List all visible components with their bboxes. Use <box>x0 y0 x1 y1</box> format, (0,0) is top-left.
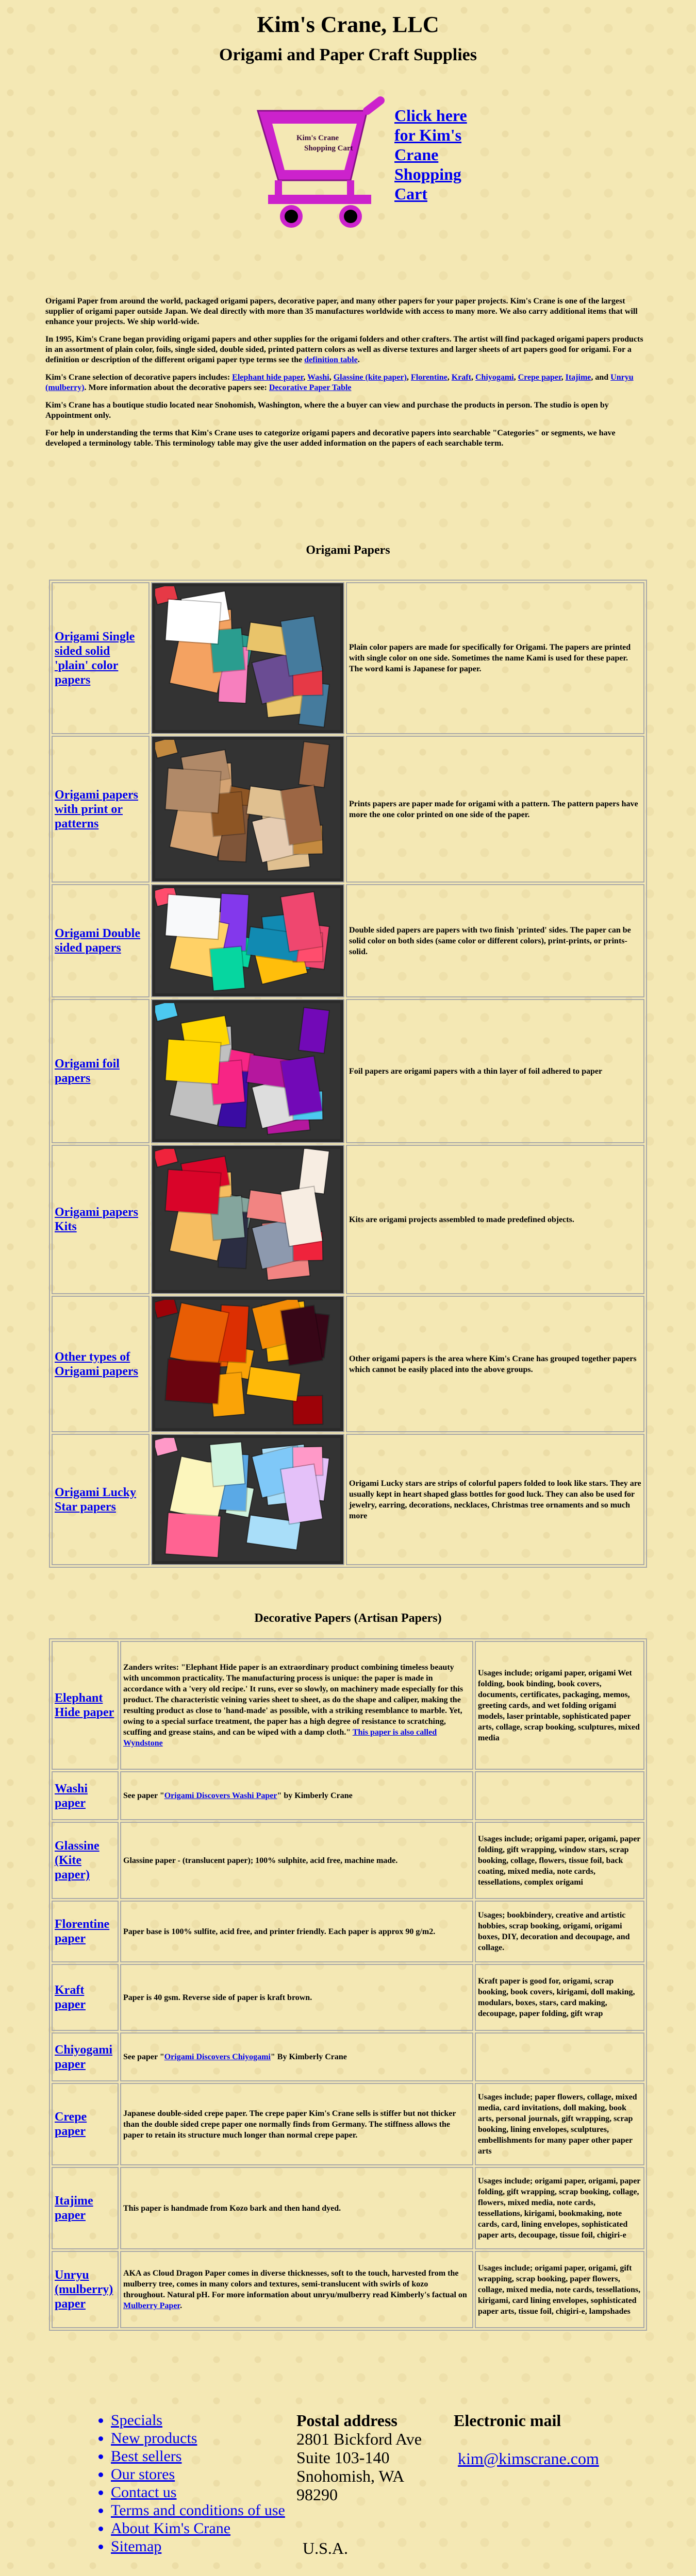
glassine-label[interactable]: Glassine (Kite paper) <box>52 1822 119 1899</box>
address-line-3: Snohomish, WA <box>296 2467 405 2485</box>
paper-swatch <box>165 895 220 939</box>
origami-category-link[interactable]: Origami Lucky Star papers <box>52 1434 150 1565</box>
postal-address <box>296 2411 451 2557</box>
table-row <box>52 1145 644 1294</box>
itajime-label[interactable]: Itajime paper <box>52 2167 119 2249</box>
elephant-hide-usage: Usages include; origami paper, origami Wet folding, book binding, book covers, documents, certificates, packaging, memos, greeting cards, and wet folding origami models, laser printable, sophisticated paper arts, collage, scrap booking, sculptures, mixed media <box>475 1641 644 1770</box>
intro-paragraph-4: Kim's Crane has a boutique studio located near Snohomish, Washington, where the a buyer can view and purchase the products in person. The studio is open by Appointment only. <box>45 401 609 420</box>
table-row <box>52 1901 644 1962</box>
paper-swatch <box>165 1040 220 1084</box>
intro-paragraph-3: Kim's Crane selection of decorative papers includes: Elephant hide paper, Washi, Glassine (kite paper), Florentine, Kraft, Chiyogami, Crepe paper, Itajime, and Unryu (mulberry). More information about the decorative papers see: Decorative Paper Table <box>45 373 634 392</box>
table-row <box>52 1641 644 1770</box>
mulberry-paper-link[interactable]: Mulberry Paper <box>123 2301 180 2310</box>
decorative-papers-heading: Decorative Papers (Artisan Papers) <box>254 1612 442 1625</box>
intro-paragraph-5: For help in understanding the terms that Kim's Crane uses to categorize origami papers and decorative papers into searchable "Categories" or segments, we have developed a terminology table. This terminology table may give the user added information on the papers of each searchable term. <box>45 429 616 448</box>
paper-swatch <box>247 1367 300 1401</box>
origami-category-link[interactable]: Origami papers with print or patterns <box>52 736 150 883</box>
shopping-cart-icon[interactable] <box>247 93 402 232</box>
chiyogami-usage <box>475 2032 644 2081</box>
address-line-1: 2801 Bickford Ave <box>296 2430 422 2448</box>
glassine-text: Glassine paper - (translucent paper); 100% sulphite, acid free, machine made. <box>120 1822 473 1899</box>
itajime-text: This paper is handmade from Kozo bark and then hand dyed. <box>120 2167 473 2249</box>
crepe-text: Japanese double-sided crepe paper. The crepe paper Kim's Crane sells is stiffer but not thicker than the double sided crepe paper one normally finds from Germany. The stiffness allows the paper to retain its structure much longer than normal crepe paper. <box>120 2083 473 2165</box>
elephant-hide-label[interactable]: Elephant Hide paper <box>52 1641 119 1770</box>
paper-swatch <box>165 1513 220 1557</box>
washi-usage <box>475 1771 644 1820</box>
intro-p3-mid: . More information about the decorative papers see: <box>84 383 267 392</box>
paper-swatch <box>299 742 329 787</box>
product-photo[interactable] <box>151 1296 344 1432</box>
florentine-text: Paper base is 100% sulfite, acid free, and printer friendly. Each paper is approx 90 g/m2. <box>120 1901 473 1962</box>
origami-category-description: Kits are origami projects assembled to made predefined objects. <box>346 1145 644 1294</box>
table-row <box>52 1434 644 1565</box>
crepe-label[interactable]: Crepe paper <box>52 2083 119 2165</box>
chiyogami-text <box>120 2032 473 2081</box>
table-row <box>52 1822 644 1899</box>
origami-category-link[interactable]: Origami Single sided solid 'plain' color papers <box>52 582 150 734</box>
unryu-text <box>120 2251 473 2328</box>
intro-paragraph-1: Origami Paper from around the world, packaged origami papers, decorative paper, and many other papers for your paper projects. Kim's Crane is one of the largest supplier of origami paper outside Japan. We deal directly with more than 35 manufactures worldwide with access to many more. We also carry additional items that will enhance your projects. We ship world-wide. <box>45 297 638 326</box>
page-title: Kim's Crane, LLC <box>257 12 439 37</box>
glassine-usage: Usages include; origami paper, origami, paper folding, gift wrapping, window stars, scrap booking, collage, flowers, tissue foil, back coating, mixed media, note cards, tessellations, complex origami <box>475 1822 644 1899</box>
product-photo-collage <box>155 740 340 878</box>
intro-p3-text: Kim's Crane selection of decorative papers includes: <box>45 373 230 382</box>
origami-category-description: Prints papers are paper made for origami with a pattern. The pattern papers have more the one color printed on one side of the paper. <box>346 736 644 883</box>
unryu-link[interactable]: Unryu (mulberry) <box>45 373 634 392</box>
paper-swatch <box>210 947 245 991</box>
chiyogami-text-a: See paper " <box>123 2053 164 2061</box>
elephant-hide-link[interactable]: Elephant hide paper <box>232 373 304 382</box>
washi-label[interactable]: Washi paper <box>52 1771 119 1820</box>
electronic-mail <box>454 2411 608 2468</box>
paper-swatch <box>165 1170 220 1214</box>
florentine-link[interactable]: Florentine <box>410 373 448 382</box>
product-photo[interactable] <box>151 582 344 734</box>
intro-p2-end: . <box>357 355 360 364</box>
washi-text-a: See paper " <box>123 1791 164 1800</box>
origami-category-description: Other origami papers is the area where Kim's Crane has grouped together papers which cannot be easily placed into the above groups. <box>346 1296 644 1432</box>
kraft-label[interactable]: Kraft paper <box>52 1964 119 2031</box>
paper-swatch <box>165 600 220 644</box>
table-row <box>52 736 644 883</box>
florentine-usage: Usages; bookbindery, creative and artistic hobbies, scrap booking, origami, origami boxes, DIY, decoration and decoupage, and collage. <box>475 1901 644 1962</box>
intro-paragraph-2 <box>45 334 651 365</box>
origami-papers-heading: Origami Papers <box>306 544 390 557</box>
table-row <box>52 1771 644 1820</box>
footer-link-specials[interactable]: • Specials <box>111 2411 317 2429</box>
address-line-4: 98290 <box>296 2485 338 2504</box>
product-photo[interactable] <box>151 884 344 997</box>
table-row <box>52 884 644 997</box>
table-row <box>52 582 644 734</box>
product-photo-collage <box>155 1300 340 1428</box>
paper-swatch <box>299 1008 329 1053</box>
chiyogami-text-b: " By Kimberly Crane <box>270 2053 347 2061</box>
table-row <box>52 2032 644 2081</box>
table-row <box>52 2251 644 2328</box>
origami-category-description: Plain color papers are made for specifically for Origami. The papers are printed with single color on one side. Sometimes the name Kami is used for these paper. The word kami is Japanese for paper. <box>346 582 644 734</box>
email-heading: Electronic mail <box>454 2411 561 2430</box>
paper-swatch <box>155 1438 177 1456</box>
origami-category-link[interactable]: Origami foil papers <box>52 999 150 1143</box>
origami-category-description: Foil papers are origami papers with a thin layer of foil adhered to paper <box>346 999 644 1143</box>
address-country: U.S.A. <box>303 2539 349 2557</box>
wyndstone-link[interactable]: This paper is also called Wyndstone <box>123 1728 437 1748</box>
origami-category-description: Origami Lucky stars are strips of colorful papers folded to look like stars. They are usually kept in heart shaped glass bottles for good luck. They can also be used for jewelry, earring, decorations, necklaces, Christmas tree ornaments and so much more <box>346 1434 644 1565</box>
decorative-paper-table-link[interactable]: Decorative Paper Table <box>269 383 352 392</box>
decorative-papers-table <box>49 1638 647 2331</box>
glassine-link[interactable]: Glassine (kite paper) <box>333 373 407 382</box>
paper-swatch <box>165 769 220 813</box>
footer-link-best-sellers[interactable]: • Best sellers <box>111 2447 317 2465</box>
definition-table-link[interactable]: definition table <box>304 355 358 364</box>
product-photo-collage <box>155 888 340 993</box>
product-photo[interactable] <box>151 1145 344 1294</box>
product-photo-collage <box>155 1438 340 1561</box>
table-row <box>52 1964 644 2031</box>
table-row <box>52 999 644 1143</box>
kraft-text: Paper is 40 gsm. Reverse side of paper is kraft brown. <box>120 1964 473 2031</box>
footer-link-our-stores[interactable]: • Our stores <box>111 2465 317 2483</box>
footer-link-about[interactable]: • About Kim's Crane <box>111 2519 317 2537</box>
itajime-link[interactable]: Itajime <box>565 373 591 382</box>
chiyogami-article-link[interactable]: Origami Discovers Chiyogami <box>164 2053 271 2061</box>
origami-category-link[interactable]: Origami Double sided papers <box>52 884 150 997</box>
product-photo-collage <box>155 1003 340 1139</box>
paper-swatch <box>210 1443 245 1486</box>
itajime-usage: Usages include; origami paper, origami, paper folding, gift wrapping, scrap booking, collage, flowers, mixed media, note cards, tessellations, kirigami, bookmaking, note cards, card, lining envelopes, sophisticated paper arts, decoupage, tissue foil, chigiri-e <box>475 2167 644 2249</box>
footer-link-sitemap[interactable]: • Sitemap <box>111 2537 317 2555</box>
cart-label-line1: Kim's Crane <box>296 134 339 142</box>
unryu-desc: AKA as Cloud Dragon Paper comes in diverse thicknesses, soft to the touch, harvested from the mulberry tree, comes in many colors and textures, semi-translucent with swirls of kozo throughout. Natural pH. For more information about unryu/mulberry read Kimberly's factual on <box>123 2269 467 2299</box>
unryu-usage: Usages include; origami paper, origami, gift wrapping, scrap booking, paper flowers, collage, mixed media, note cards, tessellations, kirigami, card lining envelopes, sophisticated paper arts, tissue foil, chigiri-e, lampshades <box>475 2251 644 2328</box>
product-photo[interactable] <box>151 999 344 1143</box>
footer-link-contact-us[interactable]: • Contact us <box>111 2483 317 2501</box>
intro-section <box>45 296 651 456</box>
footer-link-terms[interactable]: • Terms and conditions of use <box>111 2501 317 2519</box>
paper-swatch <box>155 1003 177 1021</box>
table-row <box>52 1296 644 1432</box>
postal-heading: Postal address <box>296 2411 397 2430</box>
product-photo-collage <box>155 1149 340 1290</box>
address-line-2: Suite 103-140 <box>296 2448 390 2467</box>
paper-swatch <box>299 1149 329 1194</box>
shopping-cart-link[interactable]: Click here for Kim's Crane Shopping Cart <box>394 106 467 203</box>
chiyogami-label[interactable]: Chiyogami paper <box>52 2032 119 2081</box>
crepe-link[interactable]: Crepe paper <box>518 373 561 382</box>
paper-swatch <box>293 1396 323 1425</box>
unryu-label[interactable]: Unryu (mulberry) paper <box>52 2251 119 2328</box>
intro-p2-text: In 1995, Kim's Crane began providing origami papers and other supplies for the origami folders and other crafters. The artist will find packaged origami papers products in an assortment of plain color, foils, single sided, double sided, printed pattern colors as well as diverse textures and larger sheets of art papers good for origami. For a definition or description of the different origami paper type terms see the <box>45 335 643 364</box>
footer-link-new-products[interactable]: • New products <box>111 2429 317 2447</box>
washi-text-b: " by Kimberly Crane <box>277 1791 353 1800</box>
product-photo[interactable] <box>151 736 344 883</box>
table-row <box>52 2083 644 2165</box>
paper-swatch <box>155 1149 177 1167</box>
kraft-link[interactable]: Kraft <box>451 373 471 382</box>
washi-article-link[interactable]: Origami Discovers Washi Paper <box>164 1791 277 1800</box>
origami-papers-table <box>49 580 647 1568</box>
page-subtitle: Origami and Paper Craft Supplies <box>219 45 477 64</box>
unryu-text-end: . <box>180 2301 183 2310</box>
paper-swatch <box>165 1360 220 1404</box>
kraft-usage: Kraft paper is good for, origami, scrap booking, book covers, kirigami, doll making, modulars, boxes, stars, card making, decoupage, paper folding, gift wrap <box>475 1964 644 2031</box>
elephant-hide-text <box>120 1641 473 1770</box>
origami-category-description: Double sided papers are papers with two finish 'printed' sides. The paper can be solid color on both sides (same color or different colors), print-prints, or prints-solid. <box>346 884 644 997</box>
chiyogami-link[interactable]: Chiyogami <box>475 373 514 382</box>
origami-category-link[interactable]: Other types of Origami papers <box>52 1296 150 1432</box>
table-row <box>52 2167 644 2249</box>
washi-link[interactable]: Washi <box>307 373 329 382</box>
product-photo-collage <box>155 586 340 730</box>
crepe-usage: Usages include; paper flowers, collage, mixed media, card invitations, doll making, book arts, personal journals, gift wrapping, scrap booking, lining envelopes, sculptures, embellishments for many paper other paper arts <box>475 2083 644 2165</box>
footer-nav <box>90 2411 317 2555</box>
product-photo[interactable] <box>151 1434 344 1565</box>
elephant-hide-desc: Zanders writes: "Elephant Hide paper is an extraordinary product combining timeless beauty with uncommon practicality. The manufacturing process is unique: the paper is made in accordance with a 'very old recipe.' It runs, ever so slowly, on machinery made especially for this product. The characteristic veining varies sheet to sheet, as do the shape and caliper, making the resulting product as close to 'hand-made' as possible, with a striking resemblance to marble. Yet, owing to a special surface treatment, the paper has a high degree of resistance to scratching, scuffing and grease stains, and can be wiped with a damp cloth." <box>123 1663 463 1737</box>
origami-category-link[interactable]: Origami papers Kits <box>52 1145 150 1294</box>
paper-swatch <box>155 740 177 758</box>
washi-text <box>120 1771 473 1820</box>
florentine-label[interactable]: Florentine paper <box>52 1901 119 1962</box>
paper-swatch <box>155 1300 177 1318</box>
email-link[interactable]: kim@kimscrane.com <box>458 2449 599 2468</box>
cart-label-line2: Shopping Cart <box>304 144 353 152</box>
